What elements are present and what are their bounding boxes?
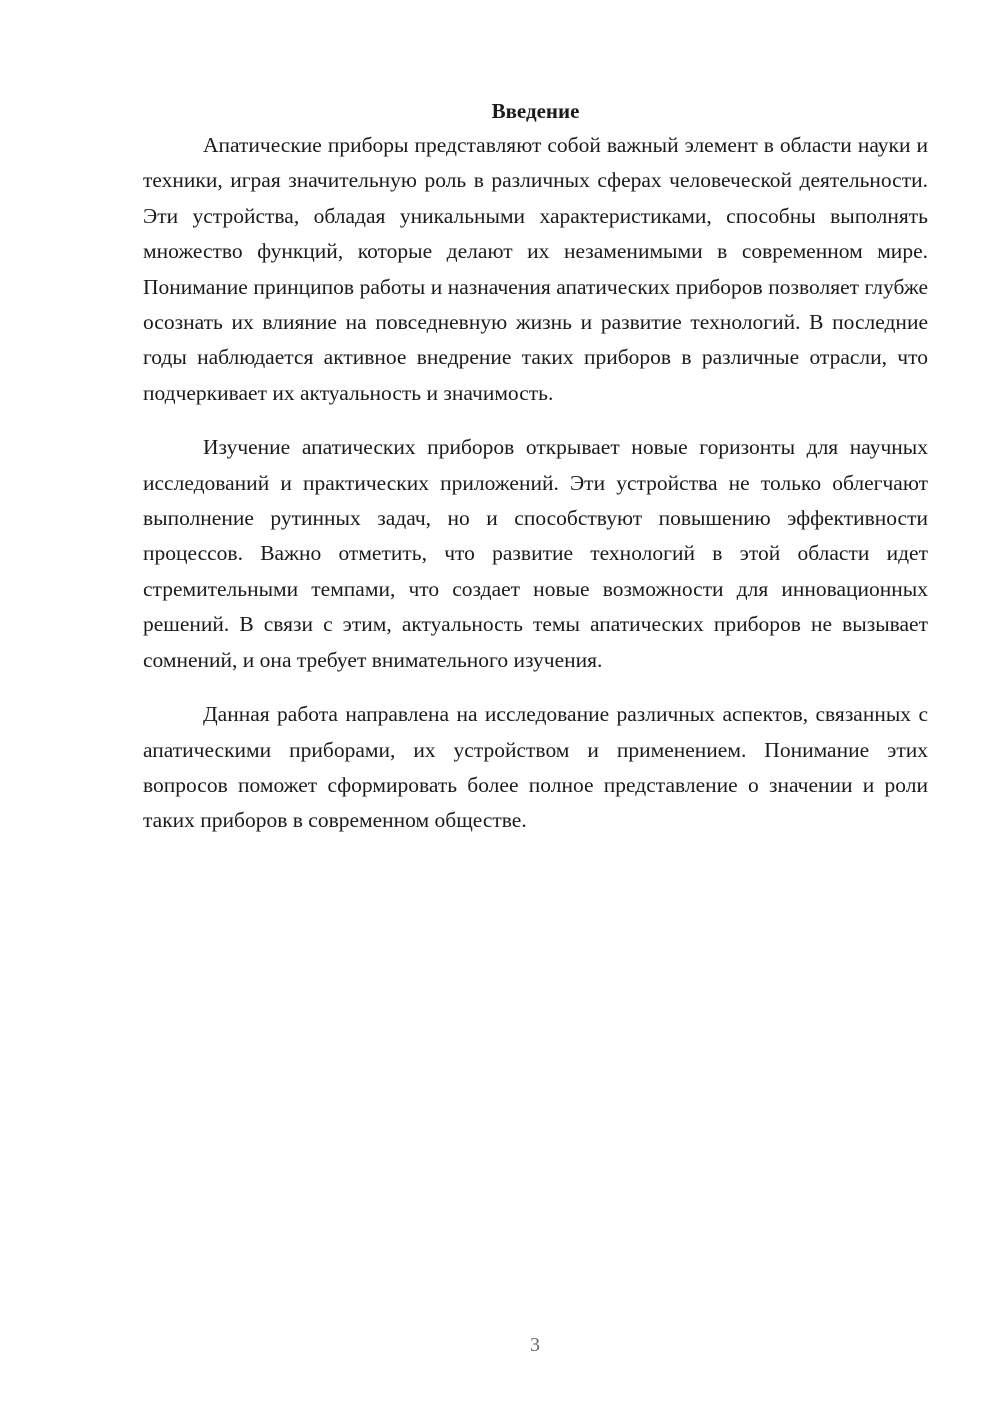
paragraph-2: Изучение апатических приборов открывает новые горизонты для научных исследований и практических приложений. Эти устройства не только облегчают выполнение рутинных задач, но и способствуют повышению эффективности процессов. Важно отметить, что развитие технологий в этой области идет стремительными темпами, что создает новые возможности для инновационных решений. В связи с этим, актуальность темы апатических приборов не вызывает сомнений, и она требует внимательного изучения. [143, 435, 928, 672]
page-content [143, 96, 928, 858]
paragraph-3: Данная работа направлена на исследование различных аспектов, связанных с апатическими приборами, их устройством и применением. Понимание этих вопросов поможет сформировать более полное представление о значении и роли таких приборов в современном обществе. [143, 702, 928, 833]
paragraph-1: Апатические приборы представляют собой важный элемент в области науки и техники, играя значительную роль в различных сферах человеческой деятельности. Эти устройства, обладая уникальными характеристиками, способны выполнять множество функций, которые делают их незаменимыми в современном мире. Понимание принципов работы и назначения апатических приборов позволяет глубже осознать их влияние на повседневную жизнь и развитие технологий. В последние годы наблюдается активное внедрение таких приборов в различные отрасли, что подчеркивает их актуальность и значимость. [143, 133, 928, 405]
section-heading: Введение [491, 99, 580, 123]
page-number: 3 [530, 1334, 540, 1356]
